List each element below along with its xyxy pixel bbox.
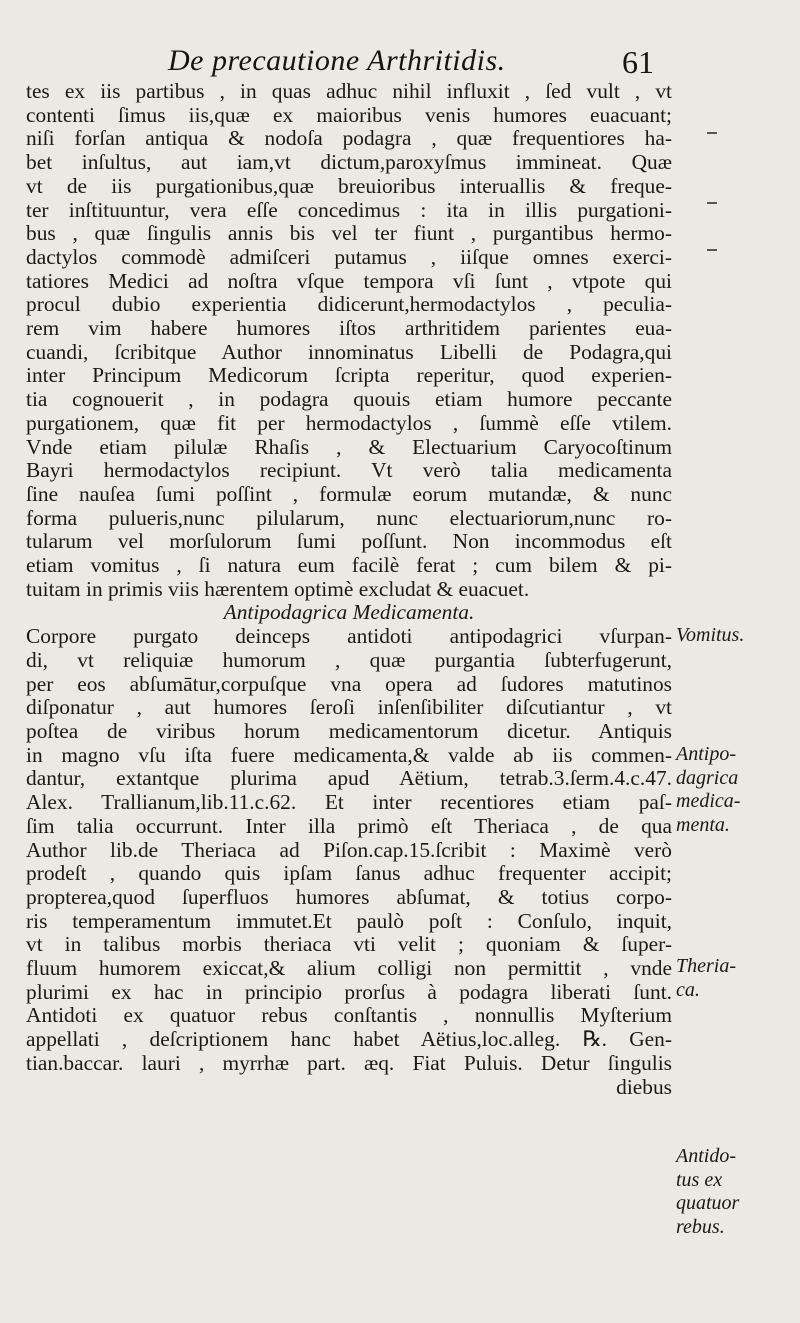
text-line: dantur, extantque plurima apud Aëtium, tetrab.3.ſerm.4.c.47. — [26, 766, 672, 791]
text-line: bet inſultus, aut iam,vt dictum,paroxyſmus immineat. Quæ — [26, 150, 672, 175]
margin-note-line: quatuor — [676, 1192, 740, 1215]
body-text — [26, 80, 672, 1099]
text-line: purgationem, quæ fit per hermodactylos , ſummè eſſe vtilem. — [26, 410, 672, 435]
margin-note-line: ca. — [676, 978, 700, 1001]
text-line: ſim talia occurrunt. Inter illa primò eſt Theriaca , de qua — [26, 813, 672, 838]
text-line: fluum humorem exiccat,& alium colligi non permittit , vnde — [26, 956, 672, 981]
margin-note-line: medica- — [676, 790, 741, 813]
margin-note-vomitus — [676, 624, 744, 648]
margin-mark — [707, 202, 717, 204]
text-line: tularum vel morſulorum ſumi poſſunt. Non incommodus eſt — [26, 529, 672, 554]
text-line: tia cognouerit , in podagra quouis etiam humore peccante — [26, 387, 672, 412]
margin-note-antipodagrica — [676, 743, 740, 838]
page-number: 61 — [622, 44, 654, 80]
text-line: tian.baccar. lauri , myrrhæ part. æq. Fiat Puluis. Detur ſingulis — [26, 1050, 672, 1075]
running-title: De precautione Arthritidis. — [168, 44, 506, 77]
text-line: in magno vſu iſta fuere medicamenta,& valde ab iis commen- — [26, 742, 672, 767]
text-line: Corpore purgato deinceps antidoti antipodagrici vſurpan- — [26, 624, 672, 649]
margin-note-line: Antido- — [676, 1145, 736, 1167]
catchword: diebus — [616, 1074, 672, 1099]
text-line: Author lib.de Theriaca ad Piſon.cap.15.ſcribit : Maximè verò — [26, 837, 672, 862]
text-line: ris temperamentum immutet.Et paulò poſt : Conſulo, inquit, — [26, 908, 672, 933]
text-line: inter Principum Medicorum ſcripta reperitur, quod experien- — [26, 363, 672, 388]
margin-note-line: rebus. — [676, 1216, 725, 1239]
text-line: plurimi ex hac in principio prorſus à podagra liberati ſunt. — [26, 979, 672, 1004]
margin-note-antidotus — [676, 1145, 739, 1240]
text-line: rem vim habere humores iſtos arthritidem parientes eua- — [26, 316, 672, 341]
text-line: propterea,quod ſuperfluos humores abſumat, & totius corpo- — [26, 884, 672, 909]
text-line: Bayri hermodactylos recipiunt. Vt verò talia medicamenta — [26, 458, 672, 483]
margin-note-line: Antipo- — [676, 743, 736, 765]
margin-mark — [707, 132, 717, 134]
margin-note-line: dagrica — [676, 766, 739, 789]
text-line: appellati , deſcriptionem hanc habet Aëtius,loc.alleg. ℞. Gen- — [26, 1027, 672, 1052]
text-line: vt in talibus morbis theriaca vti velit ; quoniam & ſuper- — [26, 932, 672, 957]
text-line: dactylos commodè admiſceri putamus , iiſque omnes exerci- — [26, 244, 672, 269]
text-line: poſtea de viribus horum medicamentorum dicetur. Antiquis — [26, 718, 672, 743]
margin-note-line: Vomitus. — [676, 624, 745, 646]
text-line: di, vt reliquiæ humorum , quæ purgantia ſubterfugerunt, — [26, 647, 672, 672]
text-line: etiam vomitus , ſi natura eum facilè ferat ; cum bilem & pi- — [26, 553, 672, 578]
text-line: cuandi, ſcribitque Author innominatus Libelli de Podagra,qui — [26, 339, 672, 364]
text-line: tuitam in primis viis hærentem optimè excludat & euacuet. — [26, 576, 530, 601]
text-line: diſponatur , aut humores ſeroſi inſenſibiliter diſcutiantur , vt — [26, 695, 672, 720]
text-line: prodeſt , quando quis ipſam ſanus adhuc frequenter accipit; — [26, 861, 672, 886]
text-line: Alex. Trallianum,lib.11.c.62. Et inter recentiores etiam paſ- — [26, 790, 672, 815]
text-line: tes ex iis partibus , in quas adhuc nihil influxit , ſed vult , vt — [26, 79, 672, 103]
margin-note-theriaca — [676, 955, 736, 1002]
margin-note-line: Theria- — [676, 955, 736, 977]
text-line: per eos abſumātur,corpuſque vna opera ad ſudores matutinos — [26, 671, 672, 696]
text-line: vt de iis purgationibus,quæ breuioribus interuallis & freque- — [26, 173, 672, 198]
margin-note-line: menta. — [676, 814, 730, 837]
text-line: niſi forſan antiqua & nodoſa podagra , quæ frequentiores ha- — [26, 126, 672, 151]
text-line: tatiores Medici ad noſtra vſque tempora vſi ſunt , vtpote qui — [26, 268, 672, 293]
text-line: procul dubio experientia didicerunt,hermodactylos , peculia- — [26, 292, 672, 317]
text-line: forma pulueris,nunc pilularum, nunc electuariorum,nunc ro- — [26, 505, 672, 530]
text-line: Antidoti ex quatuor rebus conſtantis , nonnullis Myſterium — [26, 1003, 672, 1028]
text-line: bus , quæ ſingulis annis bis vel ter fiunt , purgantibus hermo- — [26, 221, 672, 246]
margin-mark — [707, 249, 717, 251]
text-line: Vnde etiam pilulæ Rhaſis , & Electuarium Caryocoſtinum — [26, 434, 672, 459]
text-line: contenti ſimus iis,quæ ex maioribus venis humores euacuant; — [26, 102, 672, 127]
text-line: ter inſtituuntur, vera eſſe concedimus : ita in illis purgationi- — [26, 197, 672, 222]
section-heading: Antipodagrica Medicamenta. — [223, 600, 475, 625]
margin-note-line: tus ex — [676, 1168, 723, 1191]
text-line: ſine nauſea ſumi poſſint , formulæ eorum mutandæ, & nunc — [26, 481, 672, 506]
